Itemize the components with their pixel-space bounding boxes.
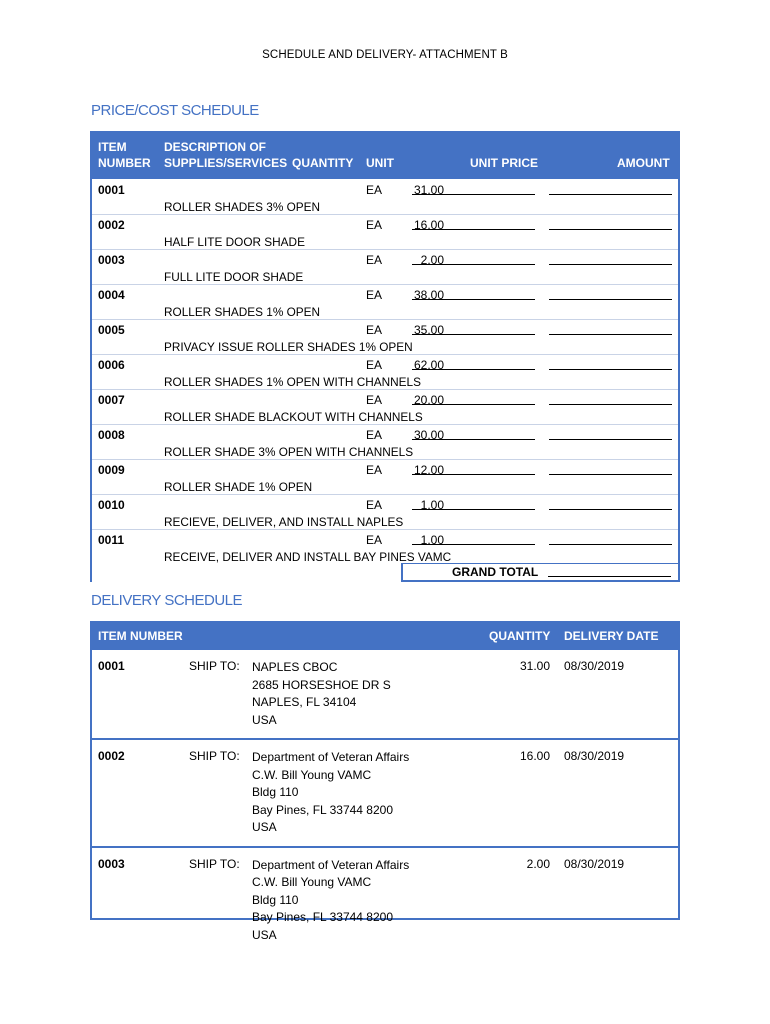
item-number: 0003 [98, 253, 125, 267]
item-number: 0010 [98, 498, 125, 512]
item-description: FULL LITE DOOR SHADE [164, 270, 304, 284]
amount-blank[interactable] [549, 439, 672, 440]
table-row [92, 179, 678, 215]
table-row [92, 284, 678, 320]
item-quantity: 62.00 [413, 358, 444, 372]
unit-price-blank[interactable] [412, 229, 535, 230]
item-quantity: 2.00 [420, 253, 444, 267]
address-line: 2685 HORSESHOE DR S [252, 677, 391, 692]
item-unit: EA [366, 428, 383, 442]
col-desc-line2: SUPPLIES/SERVICES [164, 156, 288, 170]
item-unit: EA [366, 288, 383, 302]
amount-blank[interactable] [549, 509, 672, 510]
item-number: 0001 [98, 183, 125, 197]
item-description: ROLLER SHADES 1% OPEN WITH CHANNELS [164, 375, 421, 389]
grand-total-row [401, 563, 680, 582]
unit-price-blank[interactable] [412, 264, 535, 265]
item-description: ROLLER SHADE 1% OPEN [164, 480, 313, 494]
address-line: C.W. Bill Young VAMC [252, 875, 372, 889]
col-item-line1: ITEM [98, 140, 127, 154]
table-row [92, 249, 678, 285]
table-row [92, 389, 678, 425]
delivery-quantity: 16.00 [519, 749, 550, 763]
address-line: Bldg 110 [252, 785, 299, 799]
delivery-item-number: 0002 [98, 749, 125, 763]
unit-price-blank[interactable] [412, 544, 535, 545]
unit-price-blank[interactable] [412, 474, 535, 475]
table-row [92, 459, 678, 495]
delivery-date: 08/30/2019 [564, 749, 625, 763]
delivery-date: 08/30/2019 [564, 856, 625, 871]
address-line: NAPLES, FL 34104 [252, 695, 357, 709]
item-description: RECEIVE, DELIVER AND INSTALL BAY PINES VAMC [164, 550, 452, 564]
address-line: Bay Pines, FL 33744 8200 [252, 910, 393, 924]
address-line: NAPLES CBOC [252, 660, 338, 674]
unit-price-blank[interactable] [412, 369, 535, 370]
item-unit: EA [366, 498, 383, 512]
delivery-quantity: 2.00 [526, 856, 550, 871]
document-title: SCHEDULE AND DELIVERY- ATTACHMENT B [262, 49, 508, 61]
col-item-line2: NUMBER [98, 156, 151, 170]
amount-blank[interactable] [549, 229, 672, 230]
item-unit: EA [366, 253, 383, 267]
item-number: 0008 [98, 428, 125, 442]
col-unit: UNIT [366, 156, 394, 170]
address-line: USA [252, 927, 277, 942]
item-number: 0007 [98, 393, 125, 407]
table-row [92, 740, 678, 848]
item-quantity: 35.00 [413, 323, 444, 337]
item-quantity: 12.00 [413, 463, 444, 477]
table-row [92, 848, 678, 954]
col-amount: AMOUNT [617, 156, 670, 170]
unit-price-blank[interactable] [412, 439, 535, 440]
price-cost-table [90, 131, 680, 582]
amount-blank[interactable] [549, 369, 672, 370]
item-unit: EA [366, 218, 383, 232]
table-row [92, 319, 678, 355]
address-line: Bay Pines, FL 33744 8200 [252, 802, 393, 817]
unit-price-blank[interactable] [412, 194, 535, 195]
ship-to-address [252, 857, 409, 945]
amount-blank[interactable] [549, 299, 672, 300]
col-desc-line1: DESCRIPTION OF [164, 140, 267, 154]
col-quantity: QUANTITY [292, 156, 354, 170]
delivery-quantity: 31.00 [519, 659, 550, 673]
delivery-date: 08/30/2019 [564, 659, 625, 673]
unit-price-blank[interactable] [412, 509, 535, 510]
item-number: 0004 [98, 288, 125, 302]
col-unit-price: UNIT PRICE [470, 156, 539, 170]
table-row [92, 354, 678, 390]
ship-to-label: SHIP TO: [189, 856, 240, 871]
col-delivery-quantity: QUANTITY [489, 629, 551, 643]
unit-price-blank[interactable] [412, 334, 535, 335]
item-quantity: 1.00 [420, 498, 444, 512]
delivery-table-header [92, 623, 678, 650]
item-description: ROLLER SHADE 3% OPEN WITH CHANNELS [164, 445, 414, 459]
ship-to-address [252, 659, 391, 729]
amount-blank[interactable] [549, 544, 672, 545]
ship-to-label: SHIP TO: [189, 659, 240, 673]
item-number: 0011 [98, 533, 125, 547]
amount-blank[interactable] [549, 194, 672, 195]
item-number: 0006 [98, 358, 125, 372]
delivery-item-number: 0001 [98, 659, 125, 673]
address-line: Department of Veteran Affairs [252, 750, 410, 764]
table-row [92, 650, 678, 740]
item-unit: EA [366, 323, 383, 337]
item-number: 0009 [98, 463, 125, 477]
item-description: PRIVACY ISSUE ROLLER SHADES 1% OPEN [164, 340, 413, 354]
grand-total-label: GRAND TOTAL [452, 565, 539, 579]
item-quantity: 16.00 [413, 218, 444, 232]
unit-price-blank[interactable] [412, 404, 535, 405]
amount-blank[interactable] [549, 404, 672, 405]
price-table-header [92, 133, 678, 179]
item-description: RECIEVE, DELIVER, AND INSTALL NAPLES [164, 515, 404, 529]
ship-to-address [252, 749, 409, 837]
item-number: 0002 [98, 218, 125, 232]
address-line: C.W. Bill Young VAMC [252, 767, 372, 782]
grand-total-blank[interactable] [548, 576, 671, 577]
table-row [92, 494, 678, 530]
item-unit: EA [366, 463, 383, 477]
address-line: USA [252, 820, 277, 834]
delivery-item-number: 0003 [98, 856, 125, 871]
unit-price-blank[interactable] [412, 299, 535, 300]
delivery-schedule-heading: DELIVERY SCHEDULE [91, 592, 243, 609]
amount-blank[interactable] [549, 334, 672, 335]
table-row [92, 214, 678, 250]
item-description: ROLLER SHADE BLACKOUT WITH CHANNELS [164, 410, 423, 424]
item-description: ROLLER SHADES 1% OPEN [164, 305, 321, 319]
address-line: Department of Veteran Affairs [252, 857, 410, 872]
address-line: USA [252, 712, 277, 727]
item-description: ROLLER SHADES 3% OPEN [164, 200, 321, 214]
amount-blank[interactable] [549, 474, 672, 475]
item-unit: EA [366, 183, 383, 197]
item-description: HALF LITE DOOR SHADE [164, 235, 305, 249]
col-item-number: ITEM NUMBER [98, 629, 183, 643]
address-line: Bldg 110 [252, 892, 299, 907]
table-row [92, 424, 678, 460]
item-unit: EA [366, 358, 383, 372]
item-quantity: 1.00 [420, 533, 444, 547]
item-unit: EA [366, 533, 383, 547]
ship-to-label: SHIP TO: [189, 749, 240, 763]
item-quantity: 38.00 [413, 288, 444, 302]
delivery-schedule-table [90, 621, 680, 942]
item-quantity: 30.00 [413, 428, 444, 442]
item-quantity: 31.00 [413, 183, 444, 197]
amount-blank[interactable] [549, 264, 672, 265]
item-quantity: 20.00 [413, 393, 444, 407]
table-row [92, 529, 678, 564]
col-delivery-date: DELIVERY DATE [564, 629, 659, 643]
item-number: 0005 [98, 323, 125, 337]
price-schedule-heading: PRICE/COST SCHEDULE [91, 102, 259, 119]
item-unit: EA [366, 393, 383, 407]
